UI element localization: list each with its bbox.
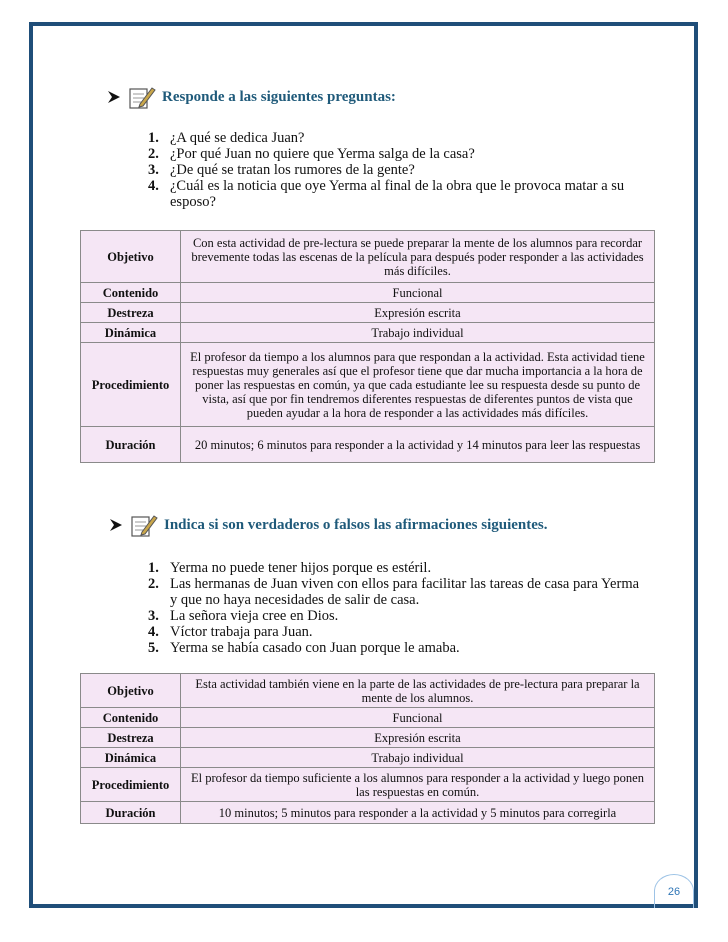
- table-row: [81, 728, 655, 748]
- list-item: [148, 640, 643, 656]
- procedimiento-label: Procedimiento: [81, 343, 181, 427]
- duracion-value: 20 minutos; 6 minutos para responder a la actividad y 14 minutos para leer las respuestas: [181, 427, 655, 463]
- question-text: ¿De qué se tratan los rumores de la gente?: [170, 162, 415, 178]
- statement-text: La señora vieja cree en Dios.: [170, 608, 339, 624]
- question-number: 2.: [148, 146, 159, 162]
- arrow-bullet-icon: [106, 89, 122, 105]
- list-item: [148, 576, 643, 608]
- statement-text: Las hermanas de Juan viven con ellos para facilitar las tareas de casa para Yerma y que no haya necesidades de salir de casa.: [170, 576, 640, 608]
- duracion-label: Duración: [81, 802, 181, 824]
- section2-statement-list: [148, 560, 643, 656]
- statement-text: Yerma no puede tener hijos porque es estéril.: [170, 560, 432, 576]
- table-row: [81, 323, 655, 343]
- table-row: [81, 802, 655, 824]
- objetivo-value: Con esta actividad de pre-lectura se puede preparar la mente de los alumnos para recordar brevemente todas las escenas de la película para después poder responder a las actividades más difíciles.: [181, 231, 655, 283]
- question-text: ¿A qué se dedica Juan?: [170, 130, 305, 146]
- objetivo-value: Esta actividad también viene en la parte de las actividades de pre-lectura para preparar la mente de los alumnos.: [181, 674, 655, 708]
- dinamica-value: Trabajo individual: [181, 323, 655, 343]
- procedimiento-value: El profesor da tiempo suficiente a los alumnos para responder a la actividad y luego ponen las respuestas en común.: [181, 768, 655, 802]
- notepad-pencil-icon: [130, 512, 158, 538]
- question-number: 4.: [148, 178, 159, 194]
- list-item: [148, 608, 643, 624]
- duracion-value: 10 minutos; 5 minutos para responder a la actividad y 5 minutos para corregirla: [181, 802, 655, 824]
- table-row: [81, 303, 655, 323]
- statement-number: 5.: [148, 640, 159, 656]
- statement-text: Yerma se había casado con Juan porque le amaba.: [170, 640, 460, 656]
- section2-heading: Indica si son verdaderos o falsos las afirmaciones siguientes.: [164, 516, 548, 533]
- table-row: [81, 343, 655, 427]
- page-number: 26: [654, 874, 694, 908]
- destreza-label: Destreza: [81, 728, 181, 748]
- section2-activity-table: [80, 673, 655, 824]
- table-row: [81, 674, 655, 708]
- destreza-label: Destreza: [81, 303, 181, 323]
- section1-heading-row: [106, 84, 396, 110]
- dinamica-label: Dinámica: [81, 323, 181, 343]
- contenido-value: Funcional: [181, 283, 655, 303]
- statement-number: 2.: [148, 576, 159, 592]
- statement-number: 4.: [148, 624, 159, 640]
- dinamica-value: Trabajo individual: [181, 748, 655, 768]
- list-item: [148, 624, 643, 640]
- arrow-bullet-icon: [108, 517, 124, 533]
- dinamica-label: Dinámica: [81, 748, 181, 768]
- table-row: [81, 427, 655, 463]
- contenido-value: Funcional: [181, 708, 655, 728]
- procedimiento-label: Procedimiento: [81, 768, 181, 802]
- statement-text: Víctor trabaja para Juan.: [170, 624, 313, 640]
- list-item: [148, 162, 638, 178]
- contenido-label: Contenido: [81, 283, 181, 303]
- section1-question-list: [148, 130, 638, 210]
- destreza-value: Expresión escrita: [181, 303, 655, 323]
- contenido-label: Contenido: [81, 708, 181, 728]
- list-item: [148, 130, 638, 146]
- statement-number: 3.: [148, 608, 159, 624]
- section1-heading: Responde a las siguientes preguntas:: [162, 88, 396, 105]
- notepad-pencil-icon: [128, 84, 156, 110]
- procedimiento-value: El profesor da tiempo a los alumnos para que respondan a la actividad. Esta actividad tiene respuestas muy generales así que el profesor tiene que dar mucha importancia a la hora de poner las respuestas en común, ya que cada estudiante lee su respuesta desde su punto de vista, así que por fin tendremos diferentes respuestas de diferentes puntos de vista que pueden ayudar a la hora de responder a las actividades más difíciles.: [181, 343, 655, 427]
- question-number: 1.: [148, 130, 159, 146]
- list-item: [148, 146, 638, 162]
- objetivo-label: Objetivo: [81, 231, 181, 283]
- section2-heading-row: [108, 512, 548, 538]
- table-row: [81, 231, 655, 283]
- objetivo-label: Objetivo: [81, 674, 181, 708]
- section1-activity-table: [80, 230, 655, 463]
- question-number: 3.: [148, 162, 159, 178]
- table-row: [81, 283, 655, 303]
- duracion-label: Duración: [81, 427, 181, 463]
- statement-number: 1.: [148, 560, 159, 576]
- table-row: [81, 708, 655, 728]
- table-row: [81, 768, 655, 802]
- list-item: [148, 560, 643, 576]
- question-text: ¿Por qué Juan no quiere que Yerma salga de la casa?: [170, 146, 475, 162]
- table-row: [81, 748, 655, 768]
- list-item: [148, 178, 638, 210]
- question-text: ¿Cuál es la noticia que oye Yerma al final de la obra que le provoca matar a su esposo?: [170, 178, 625, 210]
- destreza-value: Expresión escrita: [181, 728, 655, 748]
